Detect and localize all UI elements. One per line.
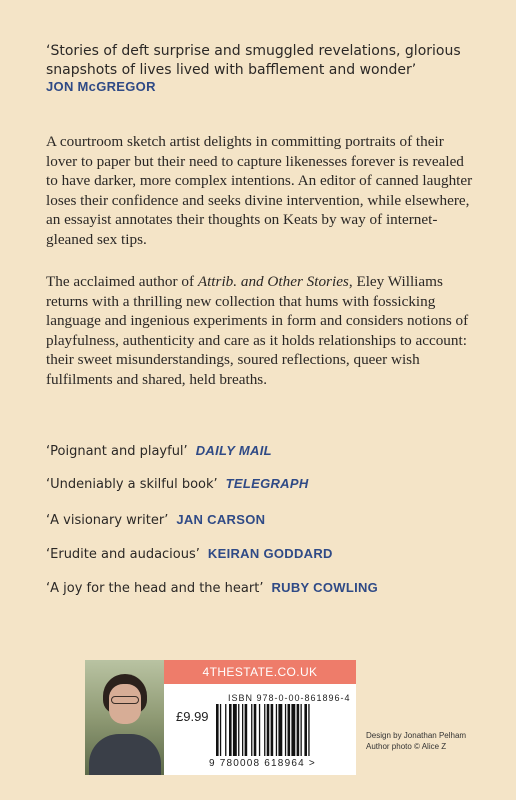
barcode-stripe — [288, 704, 291, 756]
top-quote-line-2: snapshots of lives lived with bafflement and wonder’ — [46, 62, 417, 78]
barcode-stripe — [245, 704, 248, 756]
barcode-stripe — [264, 704, 265, 756]
praise-source: DAILY MAIL — [195, 443, 272, 458]
praise-source: RUBY COWLING — [271, 580, 379, 595]
top-quote — [46, 42, 486, 80]
barcode-stripe — [216, 704, 219, 756]
top-quote-attribution: JON McGREGOR — [46, 79, 156, 94]
barcode-stripe — [220, 704, 221, 756]
praise-quote: ‘A visionary writer’ — [46, 513, 169, 528]
price-text: £9.99 — [176, 709, 209, 724]
barcode-stripe — [297, 704, 300, 756]
photo-credit: Author photo © Alice Z — [366, 742, 447, 751]
praise-source: TELEGRAPH — [225, 476, 309, 491]
barcode-stripe — [254, 704, 257, 756]
praise-line — [46, 580, 378, 596]
praise-line — [46, 546, 333, 562]
isbn-text: ISBN 978-0-00-861896-4 — [228, 693, 351, 703]
barcode-stripe — [238, 704, 239, 756]
blurb-p2-after: , Eley Williams returns with a thrilling new collection that hums with fossicking language and ingenious experiments in form and considers notions of playfulness, authenticity and care as it holds relationships to account: their sweet misunderstandings, soured reflections, queer wish fulfilments and shared, held breaths. — [46, 273, 469, 388]
praise-quote: ‘Undeniably a skilful book’ — [46, 477, 218, 492]
barcode-stripe — [291, 704, 295, 756]
praise-line — [46, 443, 272, 459]
website-bar: 4THESTATE.CO.UK — [164, 660, 356, 684]
barcode-stripe — [242, 704, 243, 756]
blurb-paragraph-1: A courtroom sketch artist delights in committing portraits of their lover to paper but their need to capture likenesses forever is revealed to have darker, more complex intentions. An editor of canned laughter loses their confidence and seeks divine intervention, while elsewhere, an essayist annotates their thoughts on Keats by way of internet-gleaned sex tips. — [46, 133, 473, 248]
barcode-stripe — [308, 704, 309, 756]
praise-quote: ‘Erudite and audacious’ — [46, 547, 200, 562]
top-quote-line-1: ‘Stories of deft surprise and smuggled revelations, glorious — [46, 43, 461, 59]
barcode-stripe — [267, 704, 270, 756]
author-photo — [85, 660, 164, 775]
blurb-paragraph-2 — [46, 272, 478, 390]
barcode-stripe — [285, 704, 286, 756]
praise-source: KEIRAN GODDARD — [207, 546, 333, 561]
praise-source: JAN CARSON — [176, 512, 266, 527]
barcode-stripe — [225, 704, 226, 756]
barcode-stripe — [271, 704, 274, 756]
blurb-p2-before: The acclaimed author of — [46, 273, 198, 290]
barcode-box — [85, 660, 356, 775]
design-credit: Design by Jonathan Pelham — [366, 731, 467, 740]
praise-quote: ‘Poignant and playful’ — [46, 444, 188, 459]
barcode-stripe — [229, 704, 232, 756]
barcode-stripe — [233, 704, 237, 756]
barcode-stripe — [304, 704, 307, 756]
blurb-p2-title: Attrib. and Other Stories — [197, 273, 349, 290]
barcode-stripe — [259, 704, 260, 756]
barcode-number: 9 780008 618964 > — [209, 758, 316, 769]
praise-quote: ‘A joy for the head and the heart’ — [46, 581, 264, 596]
praise-line — [46, 512, 265, 528]
barcode-image — [216, 704, 352, 756]
barcode-stripe — [301, 704, 302, 756]
praise-line — [46, 476, 309, 492]
barcode-stripe — [276, 704, 277, 756]
barcode-stripe — [251, 704, 252, 756]
barcode-stripe — [278, 704, 282, 756]
